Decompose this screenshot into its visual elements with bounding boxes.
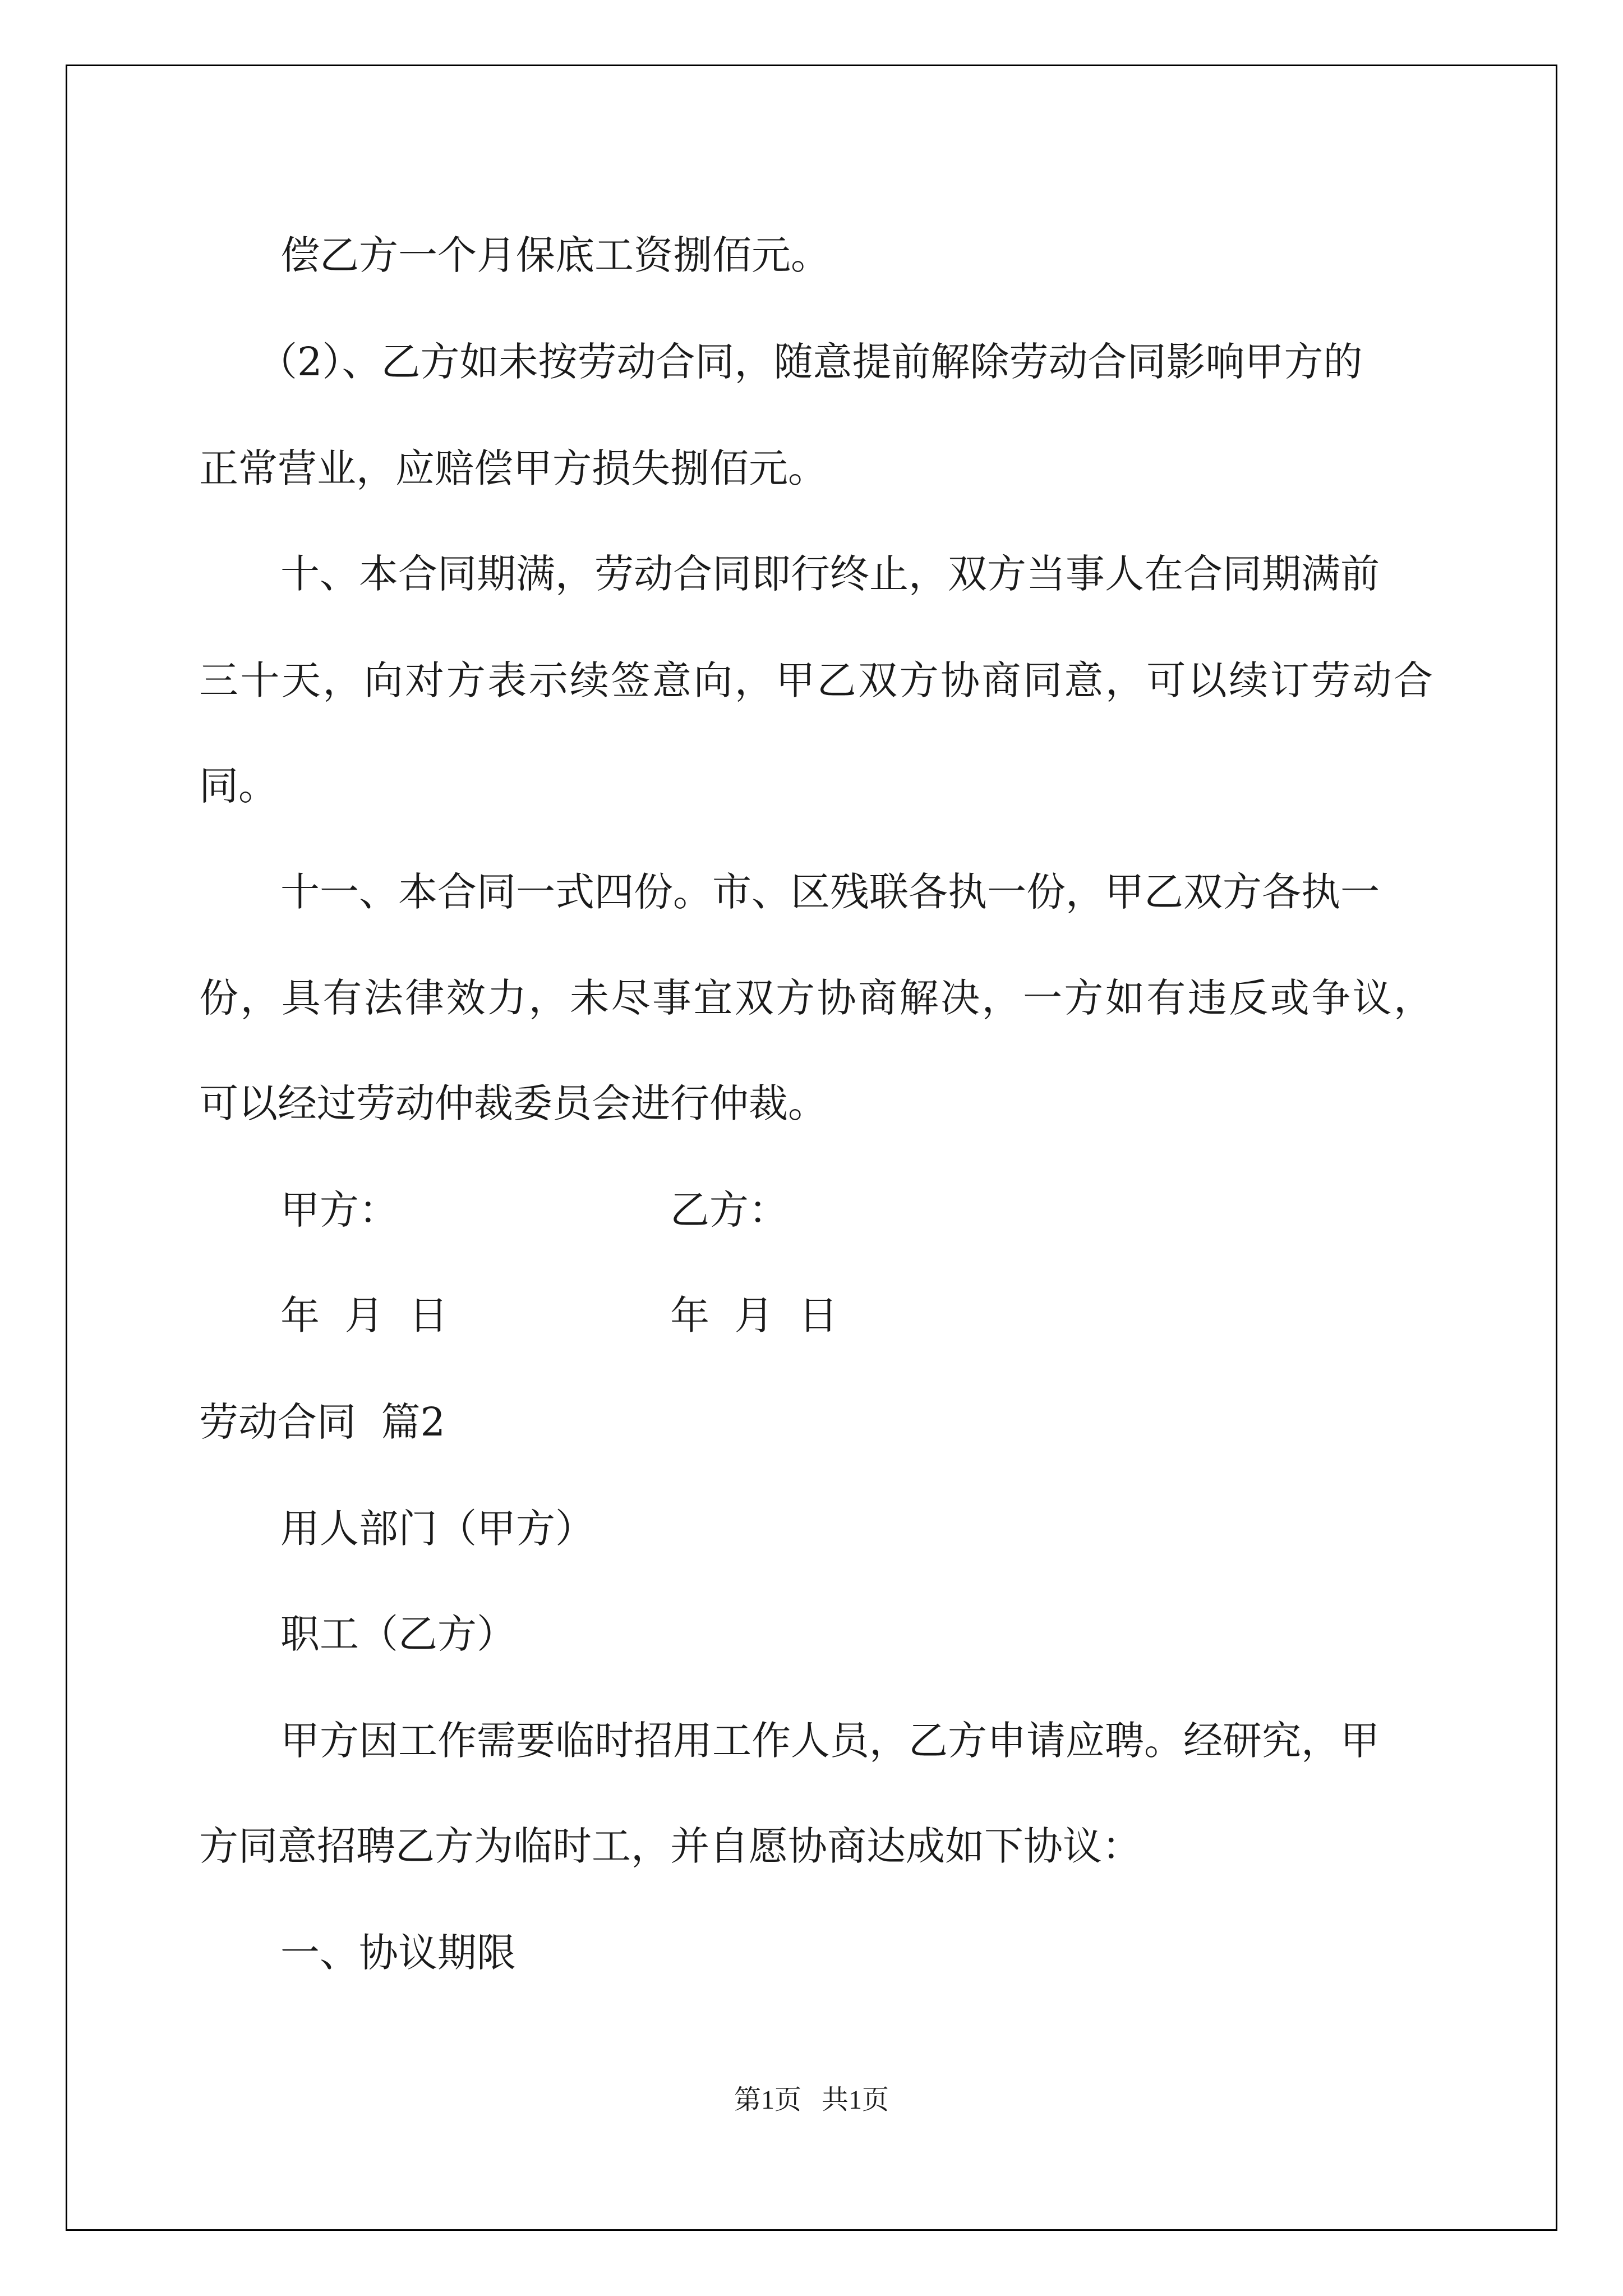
paragraph-line: 三十天，向对方表示续签意向，甲乙双方协商同意，可以续订劳动合 xyxy=(199,657,1433,703)
paragraph-line: 偿乙方一个月保底工资捌佰元。 xyxy=(280,232,830,278)
section-title: 劳动合同 篇2 xyxy=(199,1399,446,1445)
party-b-label: 乙方： xyxy=(670,1187,788,1233)
paragraph-line: 正常营业，应赔偿甲方损失捌佰元。 xyxy=(199,445,827,491)
page-border xyxy=(66,65,1557,2231)
paragraph-line: 可以经过劳动仲裁委员会进行仲裁。 xyxy=(199,1080,827,1126)
paragraph-line: 一、协议期限 xyxy=(280,1930,516,1976)
paragraph-line: 用人部门（甲方） xyxy=(280,1506,594,1552)
paragraph-line: 十一、本合同一式四份。市、区残联各执一份，甲乙双方各执一 xyxy=(280,869,1380,915)
paragraph-line: 十、本合同期满，劳动合同即行终止，双方当事人在合同期满前 xyxy=(280,551,1380,597)
paragraph-line: 甲方因工作需要临时招用工作人员，乙方申请应聘。经研究，甲 xyxy=(280,1718,1380,1764)
paragraph-line: 份，具有法律效力，未尽事宜双方协商解决，一方如有违反或争议， xyxy=(199,975,1433,1021)
page-number-footer: 第1页 共1页 xyxy=(734,2085,889,2115)
party-a-label: 甲方： xyxy=(280,1187,398,1233)
paragraph-line: 同。 xyxy=(199,763,278,809)
paragraph-line: 方同意招聘乙方为临时工，并自愿协商达成如下协议： xyxy=(199,1823,1141,1869)
party-a-date: 年 月 日 xyxy=(280,1292,449,1338)
party-b-date: 年 月 日 xyxy=(670,1292,838,1338)
paragraph-line: 职工（乙方） xyxy=(280,1611,516,1657)
paragraph-line: （2）、乙方如未按劳动合同，随意提前解除劳动合同影响甲方的 xyxy=(258,339,1363,385)
